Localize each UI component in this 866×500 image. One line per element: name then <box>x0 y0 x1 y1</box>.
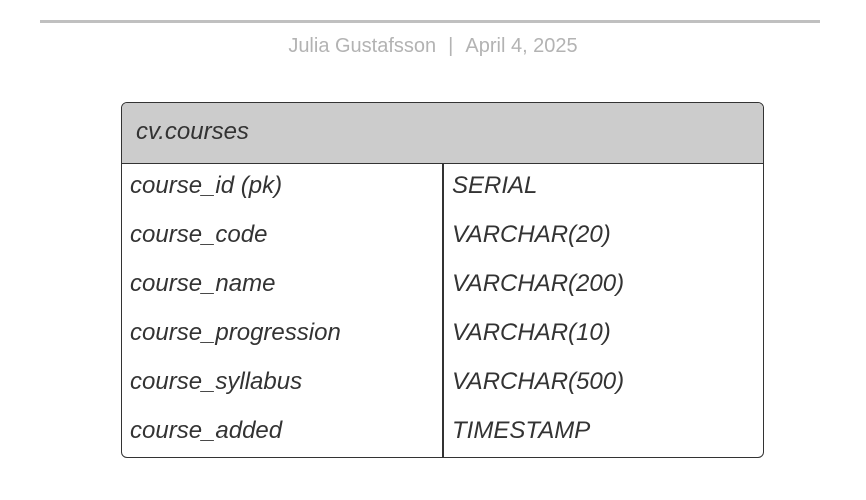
column-row <box>122 208 763 257</box>
column-name: course_id (pk) <box>130 172 283 199</box>
publish-date: April 4, 2025 <box>465 35 578 57</box>
column-type: VARCHAR(500) <box>452 368 625 395</box>
column-type: VARCHAR(20) <box>452 221 611 248</box>
entity-columns <box>122 164 763 453</box>
column-row <box>122 257 763 306</box>
column-type: VARCHAR(200) <box>452 270 625 297</box>
top-divider <box>40 20 820 23</box>
column-name: course_progression <box>130 319 341 346</box>
byline <box>0 35 866 58</box>
author-name: Julia Gustafsson <box>288 35 437 57</box>
entity-title: cv.courses <box>136 118 249 145</box>
column-row <box>122 355 763 404</box>
entity-table <box>121 102 764 458</box>
column-name: course_name <box>130 270 276 297</box>
column-row <box>122 404 763 453</box>
column-name: course_syllabus <box>130 368 303 395</box>
column-row <box>122 164 763 208</box>
column-name: course_added <box>130 417 283 444</box>
column-type: VARCHAR(10) <box>452 319 611 346</box>
column-row <box>122 306 763 355</box>
column-name: course_code <box>130 221 268 248</box>
byline-separator: | <box>448 35 454 57</box>
entity-header <box>122 103 763 164</box>
column-type: TIMESTAMP <box>452 417 591 444</box>
column-type: SERIAL <box>452 172 538 199</box>
